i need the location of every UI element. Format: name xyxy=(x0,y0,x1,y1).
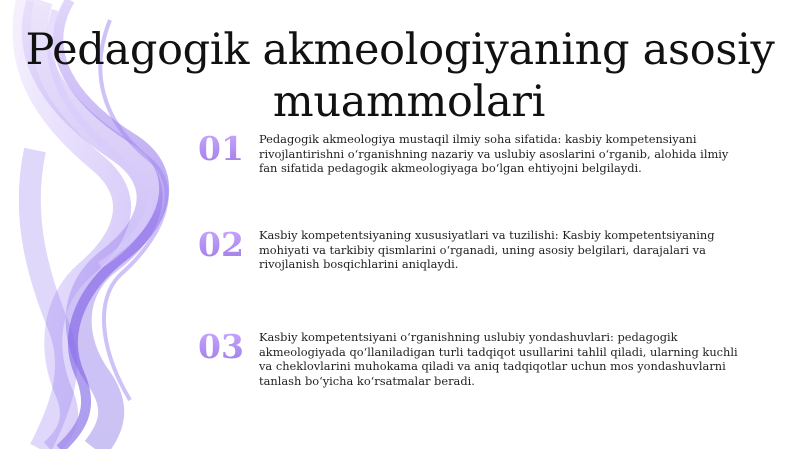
slide-title xyxy=(0,24,800,128)
slide-title-line-2: muammolari xyxy=(272,77,546,127)
item-text-2: Kasbiy kompetentsiyaning xususiyatlari va tuzilishi: Kasbiy kompetentsiyaning mohiyati va tarkibiy qismlarini o‘rganadi, uning asosiy belgilari, darajalari va rivojlanish bosqichlarini aniqlaydi. xyxy=(259,228,715,272)
item-number-3: 03 xyxy=(198,327,244,366)
item-number-1: 01 xyxy=(198,129,244,168)
item-number-2: 02 xyxy=(198,225,244,264)
item-text-1: Pedagogik akmeologiya mustaqil ilmiy soha sifatida: kasbiy kompetensiyani rivojlantirishni o‘rganishning nazariy va uslubiy asoslarini o‘rganib, alohida ilmiy fan sifatida pedagogik akmeologiyaga bo‘lgan ehtiyojni belgilaydi. xyxy=(259,132,729,176)
item-text-3: Kasbiy kompetentsiyani o‘rganishning uslubiy yondashuvlari: pedagogik akmeologiyada qo‘llaniladigan turli tadqiqot usullarini tahlil qiladi, ularning kuchli va cheklovlarini muhokama qiladi va aniq tadqiqotlar uchun mos yondashuvlarni tanlash bo‘yicha ko‘rsatmalar beradi. xyxy=(259,330,738,388)
slide-title-line-1: Pedagogik akmeologiyaning asosiy xyxy=(25,25,775,75)
